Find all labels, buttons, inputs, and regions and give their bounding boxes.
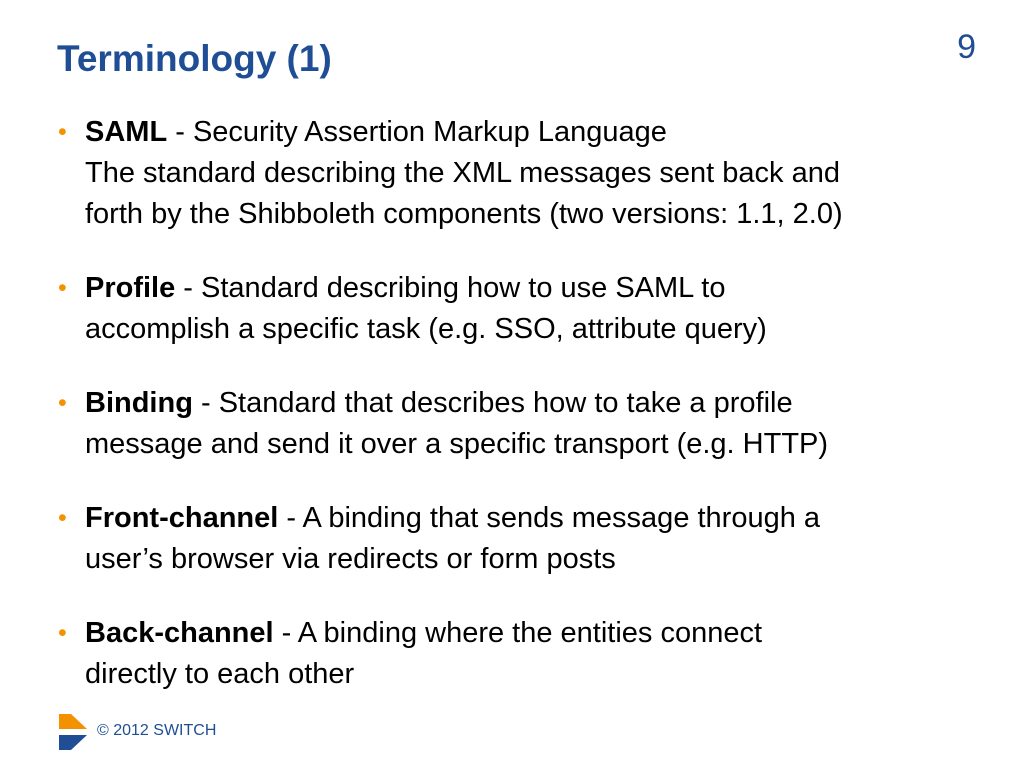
bullet-text-line: user’s browser via redirects or form posts bbox=[85, 543, 616, 575]
bullet-text-line: accomplish a specific task (e.g. SSO, attribute query) bbox=[85, 313, 767, 345]
bullet-text-first: Standard that describes how to take a profile bbox=[218, 387, 793, 419]
bullet-separator: - bbox=[167, 116, 193, 148]
bullet-term: Front-channel bbox=[85, 502, 279, 534]
bullet-separator: - bbox=[273, 617, 298, 649]
bullet-first-line bbox=[85, 112, 988, 153]
bullet-first-line bbox=[85, 498, 988, 539]
bullet-item-saml bbox=[58, 112, 988, 235]
bullet-marker: • bbox=[58, 389, 67, 417]
bullet-marker: • bbox=[58, 619, 67, 647]
bullet-separator: - bbox=[278, 502, 303, 534]
bullet-text-line: message and send it over a specific transport (e.g. HTTP) bbox=[85, 428, 829, 460]
bullet-separator: - bbox=[175, 272, 202, 304]
bullet-text-first: A binding where the entities connect bbox=[297, 617, 763, 649]
bullet-item-front-channel bbox=[58, 498, 988, 580]
bullet-first-line bbox=[85, 383, 988, 424]
bullet-marker: • bbox=[58, 504, 67, 532]
bullet-term: SAML bbox=[85, 116, 168, 148]
bullet-text-first: A binding that sends message through a bbox=[302, 502, 821, 534]
bullet-item-binding bbox=[58, 383, 988, 465]
bullet-marker: • bbox=[58, 274, 67, 302]
bullet-text-line: forth by the Shibboleth components (two versions: 1.1, 2.0) bbox=[85, 198, 843, 230]
bullet-first-line bbox=[85, 268, 988, 309]
bullet-text-line: directly to each other bbox=[85, 658, 355, 690]
slide-title: Terminology (1) bbox=[57, 38, 332, 79]
bullet-term: Profile bbox=[85, 272, 176, 304]
bullet-first-line bbox=[85, 613, 988, 654]
bullet-marker: • bbox=[58, 118, 67, 146]
bullet-separator: - bbox=[192, 387, 219, 419]
bullet-term: Back-channel bbox=[85, 617, 274, 649]
bullet-term: Binding bbox=[85, 387, 193, 419]
bullet-item-profile bbox=[58, 268, 988, 350]
bullet-text-first: Security Assertion Markup Language bbox=[192, 116, 667, 148]
bullet-text-line: The standard describing the XML messages sent back and bbox=[85, 157, 840, 189]
bullet-list bbox=[58, 112, 988, 728]
page-number: 9 bbox=[957, 28, 976, 66]
bullet-text-first: Standard describing how to use SAML to bbox=[201, 272, 726, 304]
footer-copyright: © 2012 SWITCH bbox=[97, 722, 217, 739]
switch-logo-icon bbox=[59, 714, 87, 750]
bullet-item-back-channel bbox=[58, 613, 988, 695]
